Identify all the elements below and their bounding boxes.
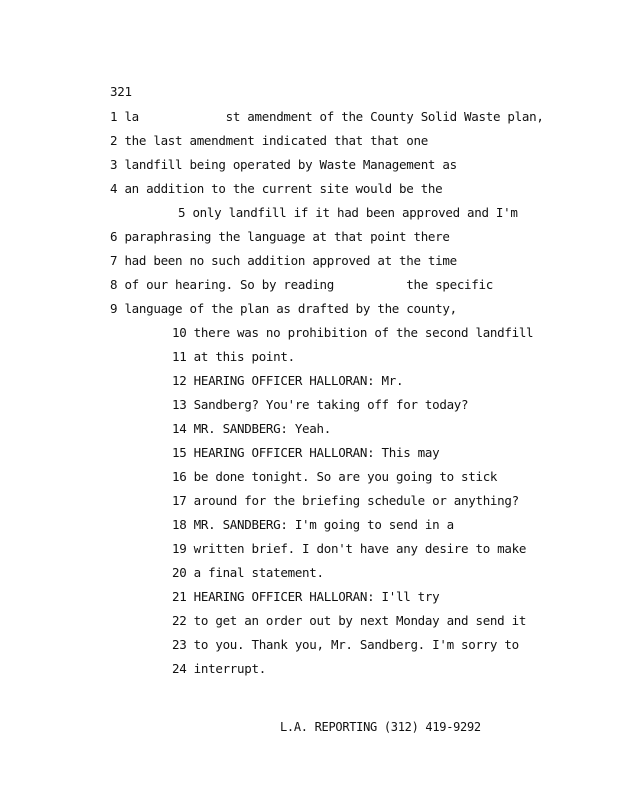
transcript-line-7: 7 had been no such addition approved at the time [110, 253, 457, 268]
transcript-line-15: 15 HEARING OFFICER HALLORAN: This may [172, 445, 440, 460]
transcript-line-5: 5 only landfill if it had been approved and I'm [178, 205, 518, 220]
transcript-line-4: 4 an addition to the current site would be the [110, 181, 443, 196]
transcript-line-12: 12 HEARING OFFICER HALLORAN: Mr. [172, 373, 404, 388]
transcript-line-8: 8 of our hearing. So by reading the specific [110, 277, 493, 292]
transcript-line-20: 20 a final statement. [172, 565, 324, 580]
transcript-line-16: 16 be done tonight. So are you going to stick [172, 469, 498, 484]
reporter-footer: L.A. REPORTING (312) 419-9292 [280, 720, 481, 734]
transcript-line-10: 10 there was no prohibition of the second landfill [172, 325, 534, 340]
transcript-line-3: 3 landfill being operated by Waste Management as [110, 157, 457, 172]
transcript-line-13: 13 Sandberg? You're taking off for today? [172, 397, 469, 412]
transcript-line-21: 21 HEARING OFFICER HALLORAN: I'll try [172, 589, 440, 604]
transcript-line-18: 18 MR. SANDBERG: I'm going to send in a [172, 517, 454, 532]
page-number: 321 [110, 84, 132, 99]
transcript-line-2: 2 the last amendment indicated that that one [110, 133, 428, 148]
transcript-line-6: 6 paraphrasing the language at that point there [110, 229, 450, 244]
transcript-line-24: 24 interrupt. [172, 661, 266, 676]
transcript-line-9: 9 language of the plan as drafted by the county, [110, 301, 457, 316]
transcript-line-11: 11 at this point. [172, 349, 295, 364]
transcript-line-1: 1 la st amendment of the County Solid Waste plan, [110, 109, 544, 124]
transcript-line-19: 19 written brief. I don't have any desire to make [172, 541, 527, 556]
transcript-line-23: 23 to you. Thank you, Mr. Sandberg. I'm sorry to [172, 637, 519, 652]
transcript-line-17: 17 around for the briefing schedule or anything? [172, 493, 519, 508]
transcript-line-22: 22 to get an order out by next Monday and send it [172, 613, 527, 628]
transcript-line-14: 14 MR. SANDBERG: Yeah. [172, 421, 331, 436]
